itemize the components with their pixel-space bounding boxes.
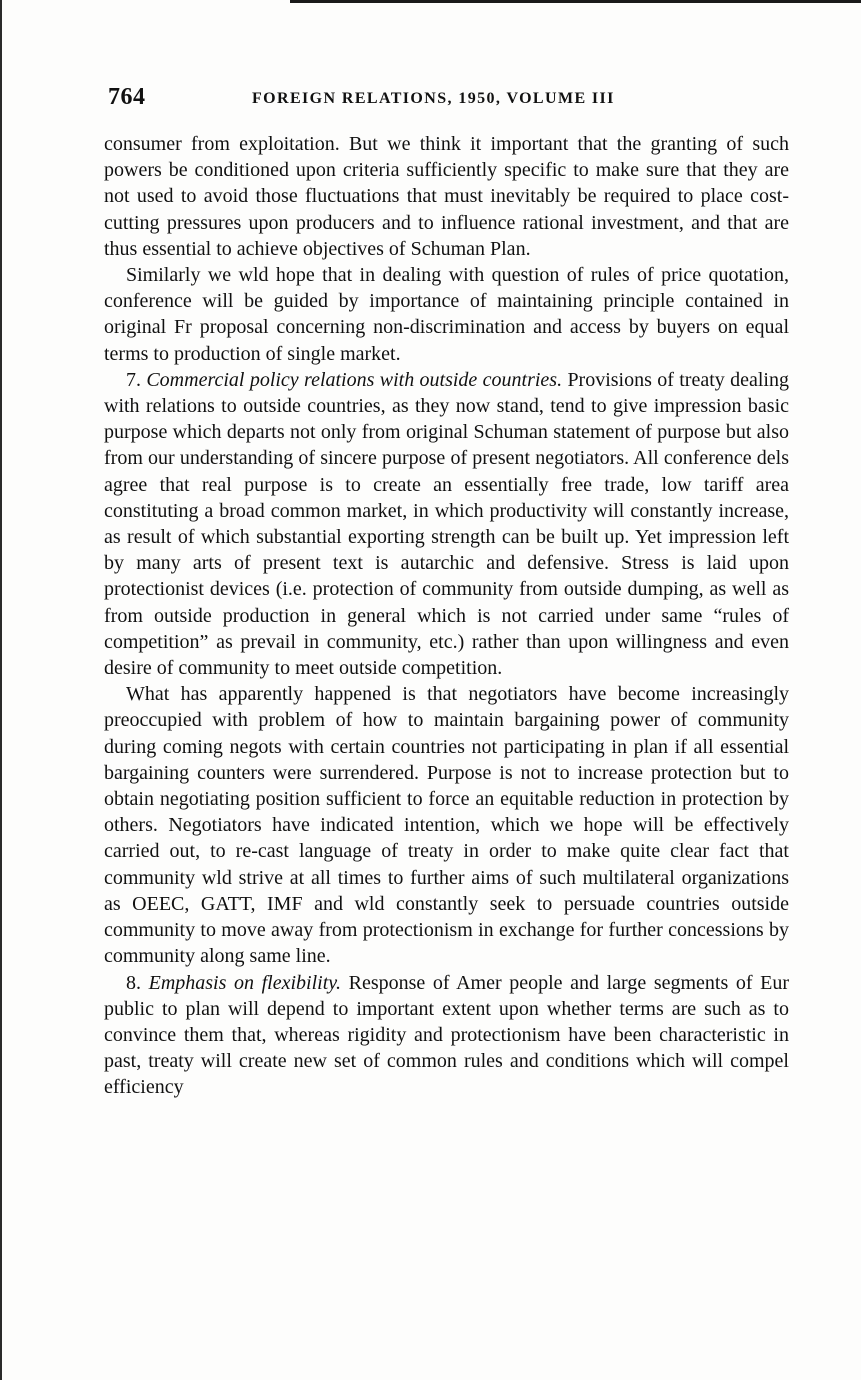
paragraph-text: Response of Amer people and large segments of Eur public to plan will depend to important extent upon whether terms are such as to convince them that, whereas rigidity and protectionism have been characteristic in past, treaty will create new set of common rules and conditions which will compel efficiency	[104, 971, 789, 1099]
page-number: 764	[108, 84, 146, 110]
running-head-title: FOREIGN RELATIONS, 1950, VOLUME III	[252, 90, 615, 107]
top-scan-edge	[290, 0, 861, 3]
section-number: 7.	[126, 368, 141, 391]
body-text	[104, 131, 789, 1101]
section-heading: Emphasis on flexibility.	[148, 971, 342, 994]
paragraph-negotiators	[104, 681, 789, 969]
paragraph-text: Provisions of treaty dealing with relations to outside countries, as they now stand, tend to give impression basic purpose which departs not only from original Schuman statement of purpose but also from our understanding of sincere purpose of present negotiators. All conference dels agree that real purpose is to create an essentially free trade, low tariff area constituting a broad common market, in which productivity will constantly increase, as result of which substantial exporting strength can be built up. Yet impression left by many arts of present text is autarchic and defensive. Stress is laid upon protectionist devices (i.e. protection of community from outside dumping, as well as from outside production in general which is not carried under same “rules of competition” as prevail in community, etc.) rather than upon willingness and even desire of community to meet outside competition.	[104, 368, 789, 680]
paragraph-continued	[104, 131, 789, 262]
paragraph-section-7	[104, 367, 789, 681]
paragraph-price-quotation	[104, 262, 789, 367]
paragraph-text: consumer from exploitation. But we think it important that the granting of such powers be conditioned upon criteria sufficiently specific to make sure that they are not used to avoid those fluctuations that must inevitably be required to place cost-cutting pressures upon producers and to influence rational investment, and that are thus essential to achieve objectives of Schuman Plan.	[104, 133, 789, 260]
paragraph-text: What has apparently happened is that negotiators have become increasingly preoccupied with problem of how to maintain bargaining power of community during coming negots with certain countries not participating in plan if all essential bargaining counters were surrendered. Purpose is not to increase protection but to obtain negotiating position sufficient to force an equitable reduction in protection by others. Negotiators have indicated intention, which we hope will be effectively carried out, to re-cast language of treaty in order to make quite clear fact that community wld strive at all times to further aims of such multilateral organizations as OEEC, GATT, IMF and wld constantly seek to persuade countries outside community to move away from protectionism in exchange for further concessions by community along same line.	[104, 683, 789, 968]
section-number: 8.	[126, 971, 141, 994]
left-scan-edge	[0, 0, 2, 1380]
paragraph-section-8	[104, 970, 789, 1101]
running-head	[108, 84, 788, 114]
paragraph-text: Similarly we wld hope that in dealing with question of rules of price quotation, conference will be guided by importance of maintaining principle contained in original Fr proposal concerning non-discrimination and access by buyers on equal terms to production of single market.	[104, 264, 789, 365]
section-heading: Commercial policy relations with outside countries.	[146, 368, 563, 391]
